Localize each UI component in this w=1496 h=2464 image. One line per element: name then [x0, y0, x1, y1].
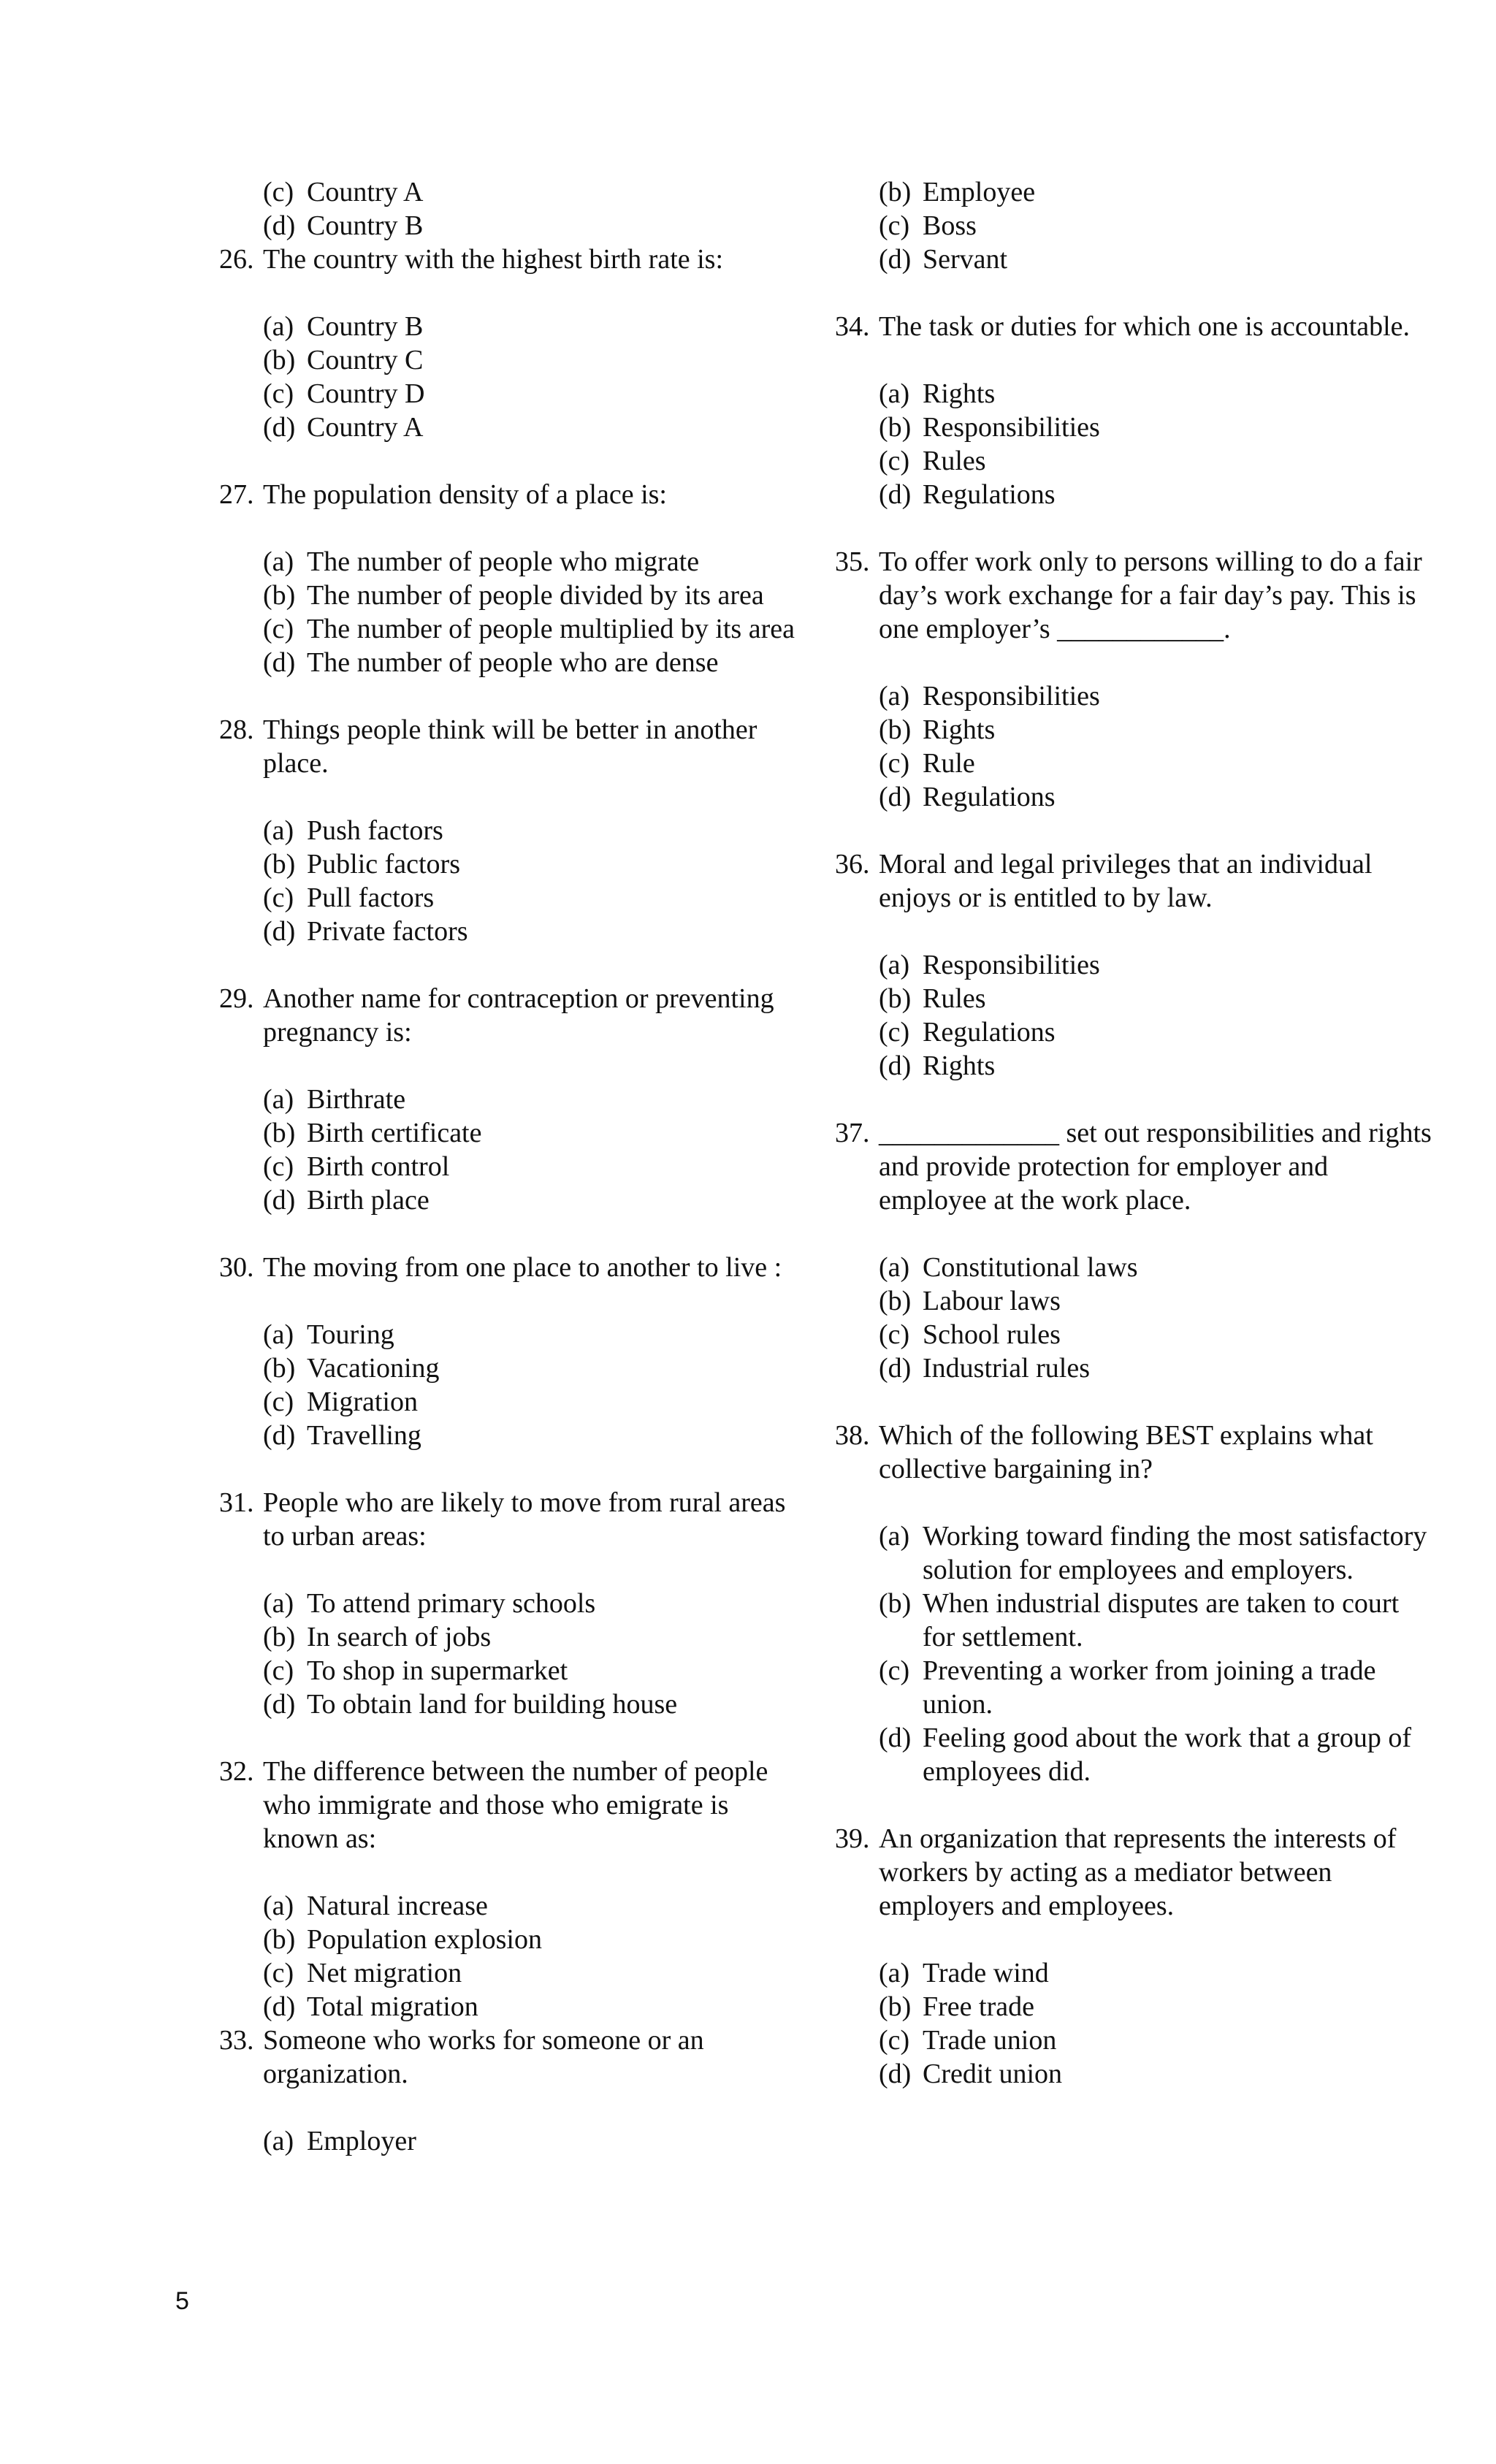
option-letter: (d) [879, 1723, 912, 1753]
option-text: The number of people who migrate [307, 546, 700, 577]
answer-option [219, 915, 804, 948]
answer-option [219, 579, 804, 612]
spacer [835, 1385, 1434, 1419]
spacer [219, 948, 804, 982]
option-text: Birth control [307, 1151, 450, 1182]
option-letter: (d) [263, 647, 296, 678]
option-letter: (d) [263, 916, 296, 947]
option-text: Working toward finding the most satisfactory solution for employees and employers. [923, 1521, 1427, 1585]
answer-option [219, 1351, 804, 1385]
option-letter: (b) [879, 1991, 912, 2022]
option-text: When industrial disputes are taken to court for settlement. [923, 1588, 1400, 1652]
option-letter: (c) [263, 1387, 294, 1417]
option-letter: (a) [263, 1891, 294, 1921]
option-letter: (c) [879, 2025, 910, 2056]
page-number: 5 [175, 2287, 189, 2315]
option-letter: (b) [263, 849, 296, 880]
option-letter: (d) [263, 1185, 296, 1216]
question-number: 30. [219, 1252, 254, 1283]
option-text: Rules [923, 983, 986, 1014]
answer-option [219, 1318, 804, 1351]
option-text: Public factors [307, 849, 461, 880]
option-text: Country B [307, 210, 424, 241]
option-letter: (a) [263, 311, 294, 342]
option-letter: (c) [879, 1319, 910, 1350]
answer-option [835, 780, 1434, 814]
option-letter: (d) [879, 479, 912, 510]
question-number: 36. [835, 849, 870, 880]
option-text: Regulations [923, 782, 1056, 812]
question-text: _____________ set out responsibilities and rights and provide protection for employer and employee at the work place. [879, 1118, 1432, 1216]
answer-option [219, 1620, 804, 1654]
question-stem [219, 478, 804, 511]
option-text: Servant [923, 244, 1008, 275]
option-letter: (b) [879, 1286, 912, 1316]
spacer [835, 915, 1434, 948]
option-text: Country D [307, 378, 425, 409]
question-stem [219, 1251, 804, 1284]
option-text: Travelling [307, 1420, 421, 1451]
answer-option [835, 1015, 1434, 1049]
answer-option [835, 1990, 1434, 2024]
right-column [835, 175, 1434, 2091]
answer-option [219, 1956, 804, 1990]
answer-option [219, 1654, 804, 1687]
answer-option [835, 1587, 1434, 1654]
option-letter: (c) [879, 1655, 910, 1686]
answer-option [219, 175, 804, 209]
option-letter: (b) [879, 1588, 912, 1619]
spacer [835, 511, 1434, 545]
option-letter: (d) [263, 412, 296, 443]
question-stem [835, 1822, 1434, 1923]
option-letter: (b) [263, 1353, 296, 1384]
answer-option [219, 881, 804, 915]
question-stem [835, 310, 1434, 343]
answer-option [835, 444, 1434, 478]
option-text: In search of jobs [307, 1622, 492, 1652]
answer-option [219, 377, 804, 411]
spacer [835, 1217, 1434, 1251]
option-text: Country B [307, 311, 424, 342]
option-text: Population explosion [307, 1924, 542, 1955]
spacer [219, 679, 804, 713]
option-letter: (c) [263, 614, 294, 644]
spacer [835, 343, 1434, 377]
option-text: Trade wind [923, 1958, 1049, 1988]
answer-option [835, 679, 1434, 713]
answer-option [219, 1990, 804, 2024]
answer-option [219, 1150, 804, 1183]
option-text: Regulations [923, 1017, 1056, 1048]
spacer [835, 814, 1434, 847]
option-letter: (a) [879, 681, 910, 712]
option-text: Migration [307, 1387, 418, 1417]
option-text: Vacationing [307, 1353, 440, 1384]
option-letter: (a) [263, 2126, 294, 2156]
question-stem [219, 713, 804, 780]
option-text: Credit union [923, 2059, 1063, 2089]
option-letter: (c) [879, 446, 910, 476]
question-number: 26. [219, 244, 254, 275]
option-letter: (c) [263, 177, 294, 207]
option-letter: (b) [879, 177, 912, 207]
spacer [219, 780, 804, 814]
option-letter: (c) [263, 882, 294, 913]
option-letter: (c) [263, 1958, 294, 1988]
question-number: 28. [219, 714, 254, 745]
answer-option [835, 1519, 1434, 1587]
question-number: 34. [835, 311, 870, 342]
answer-option [219, 2124, 804, 2158]
option-letter: (c) [879, 210, 910, 241]
option-text: Boss [923, 210, 977, 241]
question-text: The population density of a place is: [263, 479, 667, 510]
option-letter: (d) [263, 1420, 296, 1451]
answer-option [835, 1956, 1434, 1990]
spacer [219, 1721, 804, 1755]
option-text: Rule [923, 748, 975, 779]
option-letter: (a) [263, 815, 294, 846]
option-text: Birthrate [307, 1084, 406, 1115]
option-text: Country A [307, 412, 424, 443]
option-letter: (d) [263, 210, 296, 241]
question-text: Which of the following BEST explains what collective bargaining in? [879, 1420, 1373, 1484]
spacer [219, 1049, 804, 1083]
option-letter: (a) [263, 1588, 294, 1619]
option-text: Free trade [923, 1991, 1034, 2022]
option-letter: (c) [879, 1017, 910, 1048]
option-text: The number of people who are dense [307, 647, 719, 678]
spacer [219, 1452, 804, 1486]
answer-option [219, 646, 804, 679]
option-letter: (c) [263, 1151, 294, 1182]
question-text: To offer work only to persons willing to do a fair day’s work exchange for a fair day’s pay. This is one employer’s ____________. [879, 546, 1422, 644]
spacer [219, 1217, 804, 1251]
answer-option [835, 982, 1434, 1015]
option-text: Regulations [923, 479, 1056, 510]
option-text: Touring [307, 1319, 394, 1350]
option-letter: (d) [263, 1689, 296, 1720]
spacer [219, 276, 804, 310]
spacer [219, 1855, 804, 1889]
option-letter: (a) [879, 950, 910, 980]
option-text: Employee [923, 177, 1036, 207]
spacer [219, 444, 804, 478]
spacer [219, 1553, 804, 1587]
spacer [219, 1284, 804, 1318]
answer-option [835, 1654, 1434, 1721]
option-text: To shop in supermarket [307, 1655, 568, 1686]
spacer [219, 511, 804, 545]
spacer [835, 1083, 1434, 1116]
spacer [835, 1788, 1434, 1822]
answer-option [219, 343, 804, 377]
answer-option [835, 1049, 1434, 1083]
answer-option [835, 478, 1434, 511]
option-letter: (a) [879, 1252, 910, 1283]
option-letter: (d) [263, 1991, 296, 2022]
option-text: Trade union [923, 2025, 1057, 2056]
option-text: The number of people multiplied by its area [307, 614, 795, 644]
answer-option [835, 243, 1434, 276]
answer-option [219, 1687, 804, 1721]
option-text: Feeling good about the work that a group of employees did. [923, 1723, 1412, 1787]
option-letter: (b) [263, 345, 296, 375]
option-text: Constitutional laws [923, 1252, 1138, 1283]
answer-option [219, 847, 804, 881]
answer-option [835, 713, 1434, 747]
answer-option [219, 1083, 804, 1116]
spacer [835, 276, 1434, 310]
option-letter: (b) [879, 714, 912, 745]
question-text: Things people think will be better in another place. [263, 714, 757, 779]
answer-option [835, 1284, 1434, 1318]
question-stem [219, 982, 804, 1049]
option-text: Rules [923, 446, 986, 476]
option-text: Country C [307, 345, 424, 375]
question-text: Someone who works for someone or an organization. [263, 2025, 704, 2089]
answer-option [219, 1116, 804, 1150]
answer-option [835, 1318, 1434, 1351]
question-stem [835, 1419, 1434, 1486]
option-letter: (d) [879, 244, 912, 275]
option-text: Labour laws [923, 1286, 1061, 1316]
option-text: Rights [923, 714, 996, 745]
option-letter: (a) [879, 1958, 910, 1988]
question-number: 31. [219, 1487, 254, 1518]
option-letter: (a) [879, 1521, 910, 1552]
answer-option [835, 377, 1434, 411]
question-number: 27. [219, 479, 254, 510]
answer-option [835, 1251, 1434, 1284]
option-text: Preventing a worker from joining a trade union. [923, 1655, 1376, 1720]
question-stem [835, 545, 1434, 646]
option-text: Employer [307, 2126, 416, 2156]
option-text: Total migration [307, 1991, 478, 2022]
option-letter: (b) [263, 1924, 296, 1955]
answer-option [835, 747, 1434, 780]
option-text: Responsibilities [923, 950, 1100, 980]
option-text: School rules [923, 1319, 1061, 1350]
option-text: To attend primary schools [307, 1588, 596, 1619]
option-letter: (b) [879, 412, 912, 443]
option-letter: (a) [263, 1084, 294, 1115]
answer-option [219, 1587, 804, 1620]
question-text: Another name for contraception or preventing pregnancy is: [263, 983, 774, 1048]
option-text: Country A [307, 177, 424, 207]
option-letter: (b) [879, 983, 912, 1014]
left-column [219, 175, 804, 2158]
question-text: The country with the highest birth rate is: [263, 244, 724, 275]
option-text: Rights [923, 1050, 996, 1081]
option-text: Rights [923, 378, 996, 409]
answer-option [835, 948, 1434, 982]
option-letter: (c) [263, 1655, 294, 1686]
option-letter: (a) [263, 1319, 294, 1350]
answer-option [835, 2057, 1434, 2091]
option-letter: (c) [263, 378, 294, 409]
option-letter: (d) [879, 2059, 912, 2089]
option-text: Private factors [307, 916, 468, 947]
option-text: Pull factors [307, 882, 435, 913]
option-text: To obtain land for building house [307, 1689, 678, 1720]
option-letter: (b) [263, 1118, 296, 1148]
option-letter: (b) [263, 1622, 296, 1652]
option-text: The number of people divided by its area [307, 580, 764, 611]
question-number: 32. [219, 1756, 254, 1787]
answer-option [219, 411, 804, 444]
spacer [835, 1923, 1434, 1956]
answer-option [835, 209, 1434, 243]
question-number: 33. [219, 2025, 254, 2056]
question-stem [835, 1116, 1434, 1217]
question-number: 38. [835, 1420, 870, 1451]
answer-option [219, 1385, 804, 1419]
spacer [835, 646, 1434, 679]
spacer [835, 1486, 1434, 1519]
question-text: Moral and legal privileges that an individual enjoys or is entitled to by law. [879, 849, 1373, 913]
spacer [219, 2091, 804, 2124]
answer-option [219, 1889, 804, 1923]
answer-option [219, 1419, 804, 1452]
answer-option [219, 612, 804, 646]
option-letter: (a) [263, 546, 294, 577]
answer-option [219, 1923, 804, 1956]
answer-option [835, 2024, 1434, 2057]
option-letter: (d) [879, 1353, 912, 1384]
answer-option [835, 1721, 1434, 1788]
question-text: The task or duties for which one is accountable. [879, 311, 1411, 342]
option-text: Industrial rules [923, 1353, 1091, 1384]
question-text: An organization that represents the interests of workers by acting as a mediator between employers and employees. [879, 1823, 1397, 1921]
question-number: 39. [835, 1823, 870, 1854]
option-letter: (a) [879, 378, 910, 409]
option-letter: (d) [879, 1050, 912, 1081]
question-number: 35. [835, 546, 870, 577]
option-text: Net migration [307, 1958, 462, 1988]
question-stem [219, 1755, 804, 1855]
question-stem [219, 1486, 804, 1553]
question-number: 37. [835, 1118, 870, 1148]
answer-option [219, 1183, 804, 1217]
option-letter: (b) [263, 580, 296, 611]
answer-option [219, 310, 804, 343]
question-text: The moving from one place to another to live : [263, 1252, 782, 1283]
question-number: 29. [219, 983, 254, 1014]
answer-option [219, 545, 804, 579]
answer-option [835, 1351, 1434, 1385]
option-letter: (c) [879, 748, 910, 779]
answer-option [835, 175, 1434, 209]
answer-option [835, 411, 1434, 444]
option-text: Responsibilities [923, 681, 1100, 712]
option-text: Birth place [307, 1185, 430, 1216]
option-text: Responsibilities [923, 412, 1100, 443]
question-stem [835, 847, 1434, 915]
question-text: The difference between the number of people who immigrate and those who emigrate is known as: [263, 1756, 768, 1854]
question-stem [219, 243, 804, 276]
question-stem [219, 2024, 804, 2091]
option-letter: (d) [879, 782, 912, 812]
option-text: Natural increase [307, 1891, 488, 1921]
answer-option [219, 209, 804, 243]
option-text: Birth certificate [307, 1118, 482, 1148]
question-text: People who are likely to move from rural areas to urban areas: [263, 1487, 786, 1552]
answer-option [219, 814, 804, 847]
option-text: Push factors [307, 815, 443, 846]
